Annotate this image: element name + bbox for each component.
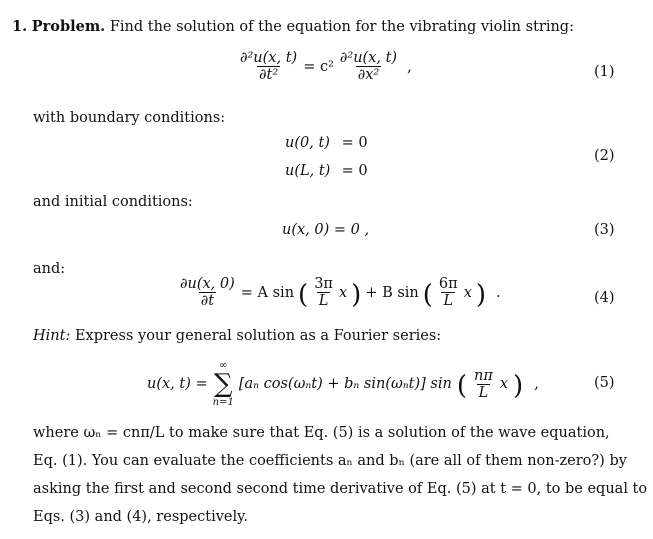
eq1-rhs-fraction [338,50,399,83]
eq5-frac [472,368,495,401]
eq4-part1: = A sin [240,284,295,301]
eq5-body: [aₙ cos(ωₙt) + bₙ sin(ωₙt)] sin [238,376,452,392]
eq3-tag: (3) [594,222,615,238]
equation-4 [178,276,501,309]
boundary-line-1 [285,135,368,151]
eq1-lhs-fraction [238,50,299,83]
eq4-frac1 [312,276,335,309]
eq4-tag: (4) [594,290,615,306]
eq4-paren-close-2: ) [475,279,487,310]
eq5-sum-top: ∞ [219,360,228,371]
eq4-frac2 [437,276,460,309]
eq4-paren-close-1: ) [351,279,362,310]
problem-label: Problem. [31,18,106,35]
eq5-summation [213,360,234,408]
eq5-sum-bottom: n=1 [212,397,234,408]
eq2-tag: (2) [594,148,615,164]
boundary-line2-lhs: u(L, t) [285,163,331,179]
eq5-lhs: u(x, t) = [147,376,208,392]
eq4-lhs-fraction [178,276,237,309]
eq1-lhs-numerator: ∂²u(x, t) [240,50,298,66]
boundary-intro: with boundary conditions: [33,110,226,126]
equation-1 [238,50,412,83]
closing-line-3: asking the first and second second time derivative of Eq. (5) at t = 0, to be equal to [33,481,648,497]
closing-line-2: Eq. (1). You can evaluate the coefficients aₙ and bₙ (are all of them non-zero?) by [33,453,627,469]
closing-line-4: Eqs. (3) and (4), respectively. [33,509,248,525]
eq4-paren-open-1: ( [298,279,309,310]
problem-header [12,18,574,35]
eq1-rhs-numerator: ∂²u(x, t) [339,50,398,66]
eq5-trail: , [534,376,539,392]
eq5-frac-num: nπ [473,367,493,384]
eq5-paren-open: ( [456,371,467,401]
boundary-line1-rhs: = 0 [341,135,368,151]
closing-line-1: where ωₙ = cnπ/L to make sure that Eq. (5) is a solution of the wave equation, [33,425,610,441]
eq4-part2: + B sin [365,284,419,301]
eq4-trail: . [496,284,501,301]
eq4-intro: and: [33,261,66,277]
hint-label: Hint: [33,328,71,344]
eq1-tag: (1) [594,64,615,80]
eq4-frac1-den: L [318,293,329,309]
problem-statement: Find the solution of the equation for the vibrating violin string: [109,19,574,35]
eq4-frac1-num: 3π [314,276,333,292]
eq4-frac2-num: 6π [438,276,458,292]
boundary-line2-rhs: = 0 [341,163,368,179]
eq1-trail: , [407,58,412,75]
eq4-lhs-numerator: ∂u(x, 0) [180,276,235,292]
eq4-paren-open-2: ( [422,279,433,310]
equation-5 [147,360,539,408]
eq1-equals: = c² [303,58,334,75]
hint-text: Express your general solution as a Fourier series: [74,328,442,344]
eq5-sum-symbol: ∑ [213,369,233,399]
eq4-x1: x [338,284,348,301]
eq5-tag: (5) [594,375,615,391]
eq5-frac-den: L [478,384,489,401]
eq4-frac2-den: L [443,293,454,309]
boundary-line-2 [285,163,368,179]
initial-expression: u(x, 0) = 0 , [282,222,370,238]
eq1-rhs-denominator: ∂x² [357,67,380,83]
initial-intro: and initial conditions: [33,194,193,210]
eq1-lhs-denominator: ∂t² [259,67,279,83]
hint-line [33,328,441,344]
problem-number: 1. [12,18,28,35]
eq5-x: x [499,376,509,392]
boundary-line1-lhs: u(0, t) [285,135,330,151]
eq4-lhs-denominator: ∂t [200,293,215,309]
eq4-x2: x [463,284,472,301]
eq5-paren-close: ) [513,371,524,401]
